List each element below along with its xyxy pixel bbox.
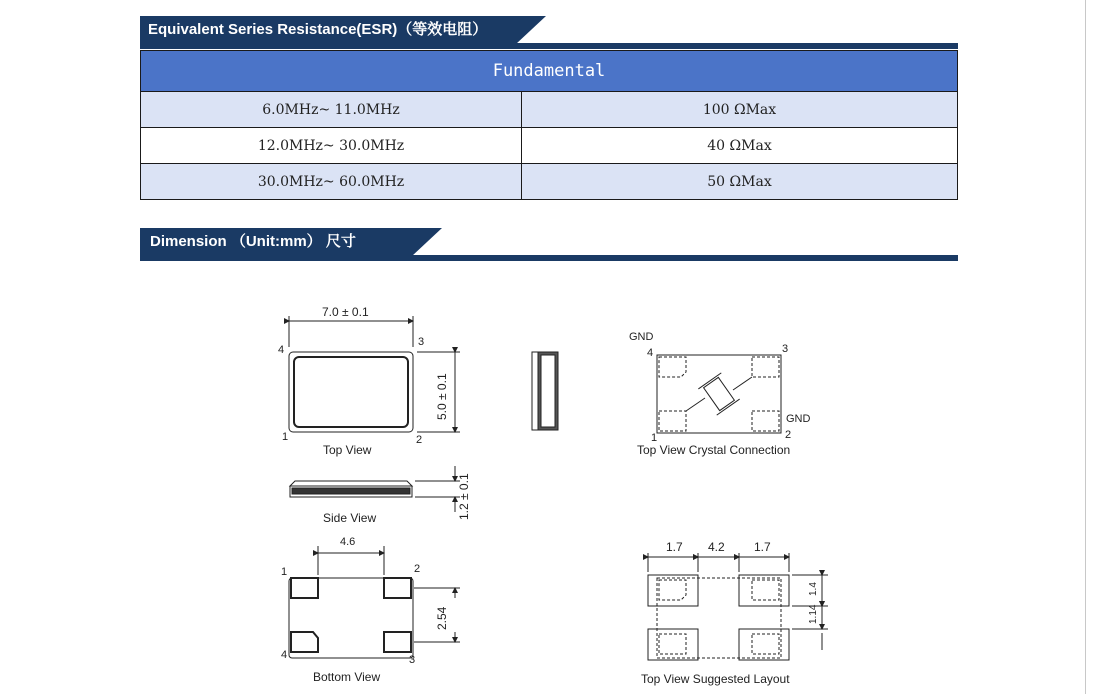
crystal-gnd-label-top: GND bbox=[629, 331, 654, 343]
layout-dim-right: 1.7 bbox=[754, 540, 771, 554]
bottom-view-pin1: 1 bbox=[281, 566, 288, 578]
end-view bbox=[532, 352, 558, 430]
side-view bbox=[290, 466, 460, 512]
top-view-pin3: 3 bbox=[418, 336, 425, 348]
top-view-pin1: 1 bbox=[282, 431, 289, 443]
bottom-view-pad-spacing: 4.6 bbox=[340, 536, 356, 548]
side-view-height-dim: 1.2 ± 0.1 bbox=[457, 473, 471, 520]
layout-dim-left: 1.7 bbox=[666, 540, 683, 554]
layout-dim-pad-height: 1.4 bbox=[808, 582, 819, 596]
top-view-height-dim: 5.0 ± 0.1 bbox=[435, 373, 449, 420]
top-view-caption: Top View bbox=[323, 443, 372, 457]
crystal-pin4: 4 bbox=[647, 347, 654, 359]
crystal-connection-view bbox=[657, 355, 781, 433]
esr-value-cell: 40 ΩMax bbox=[522, 128, 958, 164]
frequency-range-cell: 30.0MHz~ 60.0MHz bbox=[141, 164, 522, 200]
dimension-section-title: Dimension （Unit:mm） 尺寸 bbox=[140, 228, 412, 256]
esr-section-title: Equivalent Series Resistance(ESR)（等效电阻） bbox=[140, 16, 516, 44]
layout-dim-gap: 1.14 bbox=[808, 604, 819, 624]
bottom-view-pitch: 2.54 bbox=[435, 606, 449, 630]
frequency-range-cell: 6.0MHz~ 11.0MHz bbox=[141, 92, 522, 128]
crystal-pin3: 3 bbox=[782, 343, 789, 355]
suggested-layout-caption: Top View Suggested Layout bbox=[641, 672, 790, 686]
esr-value-cell: 100 ΩMax bbox=[522, 92, 958, 128]
side-view-caption: Side View bbox=[323, 511, 377, 525]
crystal-gnd-label-bottom: GND bbox=[786, 413, 811, 425]
frequency-range-cell: 12.0MHz~ 30.0MHz bbox=[141, 128, 522, 164]
top-view-pin4: 4 bbox=[278, 344, 285, 356]
crystal-pin1: 1 bbox=[651, 432, 658, 444]
crystal-connection-caption: Top View Crystal Connection bbox=[637, 443, 791, 457]
top-view-width-dim: 7.0 ± 0.1 bbox=[322, 305, 369, 319]
esr-table-header: Fundamental bbox=[141, 51, 958, 92]
bottom-view-pin2: 2 bbox=[414, 563, 421, 575]
esr-value-cell: 50 ΩMax bbox=[522, 164, 958, 200]
suggested-layout-view bbox=[648, 553, 828, 660]
bottom-view-pin3: 3 bbox=[409, 654, 416, 666]
layout-dim-mid: 4.2 bbox=[708, 540, 725, 554]
bottom-view bbox=[289, 546, 460, 658]
crystal-pin2: 2 bbox=[785, 429, 792, 441]
bottom-view-pin4: 4 bbox=[281, 649, 288, 661]
bottom-view-caption: Bottom View bbox=[313, 670, 381, 684]
top-view-pin2: 2 bbox=[416, 434, 423, 446]
